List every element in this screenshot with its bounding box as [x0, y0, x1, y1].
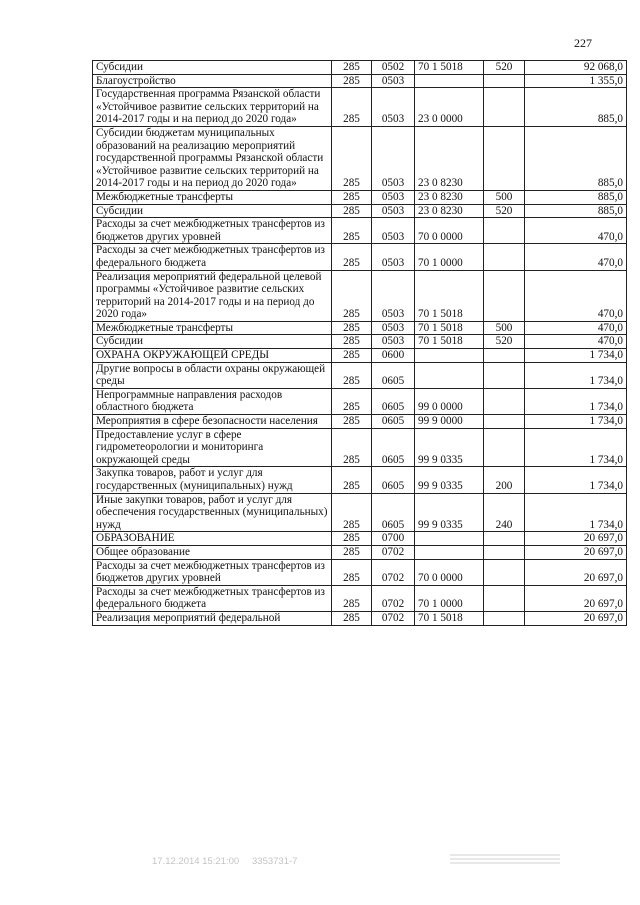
row-expense-type: 240 — [484, 493, 525, 532]
row-name: Субсидии — [93, 61, 332, 75]
row-expense-type — [484, 545, 525, 559]
table-row — [93, 335, 627, 349]
row-expense-type — [484, 388, 525, 414]
row-target-code: 23 0 8230 — [415, 126, 484, 190]
row-section-code: 0702 — [372, 611, 415, 625]
row-name: ОБРАЗОВАНИЕ — [93, 532, 332, 546]
row-amount: 20 697,0 — [525, 545, 627, 559]
table-row — [93, 349, 627, 363]
row-amount: 20 697,0 — [525, 585, 627, 611]
budget-table — [92, 60, 627, 626]
table-row — [93, 611, 627, 625]
table-row — [93, 388, 627, 414]
row-ved-code: 285 — [332, 428, 372, 467]
row-target-code: 70 1 5018 — [415, 611, 484, 625]
row-expense-type — [484, 559, 525, 585]
row-amount: 20 697,0 — [525, 611, 627, 625]
row-amount: 1 734,0 — [525, 428, 627, 467]
table-row — [93, 218, 627, 244]
table-row — [93, 270, 627, 321]
table-row — [93, 545, 627, 559]
footer-timestamp: 17.12.2014 15:21:00 — [152, 856, 240, 867]
row-amount: 1 734,0 — [525, 362, 627, 388]
table-row — [93, 493, 627, 532]
row-name: Непрограммные направления расходов областного бюджета — [93, 388, 332, 414]
table-row — [93, 467, 627, 493]
row-section-code: 0503 — [372, 74, 415, 88]
table-row — [93, 362, 627, 388]
row-amount: 470,0 — [525, 244, 627, 270]
row-ved-code: 285 — [332, 362, 372, 388]
row-name: Межбюджетные трансферты — [93, 321, 332, 335]
row-ved-code: 285 — [332, 74, 372, 88]
row-ved-code: 285 — [332, 244, 372, 270]
row-expense-type — [484, 415, 525, 429]
row-section-code: 0503 — [372, 218, 415, 244]
row-ved-code: 285 — [332, 218, 372, 244]
row-ved-code: 285 — [332, 88, 372, 127]
row-target-code: 23 0 0000 — [415, 88, 484, 127]
table-row — [93, 61, 627, 75]
row-expense-type — [484, 218, 525, 244]
row-expense-type — [484, 611, 525, 625]
row-amount: 92 068,0 — [525, 61, 627, 75]
row-target-code — [415, 74, 484, 88]
row-target-code: 70 1 0000 — [415, 585, 484, 611]
row-target-code — [415, 532, 484, 546]
row-section-code: 0503 — [372, 321, 415, 335]
row-expense-type — [484, 126, 525, 190]
row-target-code: 70 0 0000 — [415, 559, 484, 585]
row-section-code: 0503 — [372, 190, 415, 204]
row-section-code: 0702 — [372, 545, 415, 559]
table-row — [93, 126, 627, 190]
row-amount: 470,0 — [525, 218, 627, 244]
row-name: Субсидии бюджетам муниципальных образований на реализацию мероприятий государственной программы Рязанской области «Устойчивое развитие сельских территорий на 2014-2017 годы и на период до 2020 года» — [93, 126, 332, 190]
row-section-code: 0503 — [372, 126, 415, 190]
row-expense-type — [484, 270, 525, 321]
row-target-code: 70 1 5018 — [415, 270, 484, 321]
row-target-code: 70 1 0000 — [415, 244, 484, 270]
row-name: ОХРАНА ОКРУЖАЮЩЕЙ СРЕДЫ — [93, 349, 332, 363]
row-target-code: 99 9 0000 — [415, 415, 484, 429]
row-target-code: 99 0 0000 — [415, 388, 484, 414]
row-expense-type — [484, 532, 525, 546]
table-row — [93, 74, 627, 88]
row-name: Субсидии — [93, 335, 332, 349]
row-amount: 20 697,0 — [525, 559, 627, 585]
row-section-code: 0600 — [372, 349, 415, 363]
row-target-code: 23 0 8230 — [415, 190, 484, 204]
row-name: Благоустройство — [93, 74, 332, 88]
row-name: Межбюджетные трансферты — [93, 190, 332, 204]
row-name: Другие вопросы в области охраны окружающей среды — [93, 362, 332, 388]
row-section-code: 0605 — [372, 415, 415, 429]
row-section-code: 0605 — [372, 428, 415, 467]
row-target-code: 99 9 0335 — [415, 493, 484, 532]
table-row — [93, 532, 627, 546]
row-amount: 1 734,0 — [525, 467, 627, 493]
table-row — [93, 321, 627, 335]
row-name: Расходы за счет межбюджетных трансфертов из бюджетов других уровней — [93, 218, 332, 244]
row-ved-code: 285 — [332, 270, 372, 321]
row-section-code: 0702 — [372, 585, 415, 611]
row-ved-code: 285 — [332, 126, 372, 190]
row-name: Общее образование — [93, 545, 332, 559]
row-amount: 470,0 — [525, 335, 627, 349]
row-ved-code: 285 — [332, 190, 372, 204]
row-name: Мероприятия в сфере безопасности населения — [93, 415, 332, 429]
row-section-code: 0605 — [372, 362, 415, 388]
row-section-code: 0503 — [372, 88, 415, 127]
row-amount: 885,0 — [525, 88, 627, 127]
row-amount: 885,0 — [525, 204, 627, 218]
row-name: Государственная программа Рязанской области «Устойчивое развитие сельских территорий на 2014-2017 годы и на период до 2020 года» — [93, 88, 332, 127]
row-target-code — [415, 545, 484, 559]
row-section-code: 0503 — [372, 204, 415, 218]
row-expense-type — [484, 362, 525, 388]
row-expense-type — [484, 585, 525, 611]
row-amount: 885,0 — [525, 126, 627, 190]
table-row — [93, 88, 627, 127]
row-name: Расходы за счет межбюджетных трансфертов из бюджетов других уровней — [93, 559, 332, 585]
row-ved-code: 285 — [332, 532, 372, 546]
row-section-code: 0702 — [372, 559, 415, 585]
row-ved-code: 285 — [332, 545, 372, 559]
row-ved-code: 285 — [332, 585, 372, 611]
row-amount: 470,0 — [525, 270, 627, 321]
row-section-code: 0605 — [372, 388, 415, 414]
row-name: Закупка товаров, работ и услуг для государственных (муниципальных) нужд — [93, 467, 332, 493]
row-expense-type: 500 — [484, 321, 525, 335]
row-name: Реализация мероприятий федеральной целевой программы «Устойчивое развитие сельских территорий на 2014-2017 годы и на период до 2020 года» — [93, 270, 332, 321]
table-row — [93, 585, 627, 611]
row-amount: 1 734,0 — [525, 493, 627, 532]
row-name: Расходы за счет межбюджетных трансфертов из федерального бюджета — [93, 244, 332, 270]
row-expense-type: 520 — [484, 61, 525, 75]
row-amount: 1 734,0 — [525, 388, 627, 414]
table-row — [93, 244, 627, 270]
row-expense-type: 520 — [484, 204, 525, 218]
row-target-code: 70 0 0000 — [415, 218, 484, 244]
row-ved-code: 285 — [332, 61, 372, 75]
table-row — [93, 428, 627, 467]
row-ved-code: 285 — [332, 388, 372, 414]
row-amount: 1 355,0 — [525, 74, 627, 88]
row-target-code: 99 9 0335 — [415, 428, 484, 467]
row-ved-code: 285 — [332, 321, 372, 335]
row-section-code: 0503 — [372, 244, 415, 270]
row-target-code: 99 9 0335 — [415, 467, 484, 493]
table-row — [93, 559, 627, 585]
row-amount: 470,0 — [525, 321, 627, 335]
row-ved-code: 285 — [332, 335, 372, 349]
row-amount: 885,0 — [525, 190, 627, 204]
table-row — [93, 204, 627, 218]
table-row — [93, 190, 627, 204]
row-amount: 1 734,0 — [525, 349, 627, 363]
budget-table-body — [93, 61, 627, 626]
row-section-code: 0503 — [372, 270, 415, 321]
row-amount: 1 734,0 — [525, 415, 627, 429]
row-target-code — [415, 349, 484, 363]
row-expense-type — [484, 74, 525, 88]
row-target-code: 70 1 5018 — [415, 61, 484, 75]
row-name: Предоставление услуг в сфере гидрометеорологии и мониторинга окружающей среды — [93, 428, 332, 467]
row-target-code: 23 0 8230 — [415, 204, 484, 218]
row-expense-type — [484, 244, 525, 270]
row-name: Реализация мероприятий федеральной — [93, 611, 332, 625]
row-name: Расходы за счет межбюджетных трансфертов из федерального бюджета — [93, 585, 332, 611]
row-target-code: 70 1 5018 — [415, 335, 484, 349]
footer-document-id: 3353731-7 — [252, 856, 298, 867]
row-section-code: 0700 — [372, 532, 415, 546]
row-ved-code: 285 — [332, 467, 372, 493]
faint-stamp-icon — [450, 852, 560, 870]
row-section-code: 0605 — [372, 493, 415, 532]
row-target-code — [415, 362, 484, 388]
row-ved-code: 285 — [332, 559, 372, 585]
row-expense-type: 200 — [484, 467, 525, 493]
row-expense-type — [484, 88, 525, 127]
row-expense-type — [484, 349, 525, 363]
page-number: 227 — [574, 36, 592, 50]
row-name: Иные закупки товаров, работ и услуг для обеспечения государственных (муниципальных) нужд — [93, 493, 332, 532]
row-ved-code: 285 — [332, 349, 372, 363]
row-section-code: 0605 — [372, 467, 415, 493]
row-ved-code: 285 — [332, 204, 372, 218]
row-section-code: 0502 — [372, 61, 415, 75]
row-section-code: 0503 — [372, 335, 415, 349]
row-ved-code: 285 — [332, 415, 372, 429]
row-expense-type — [484, 428, 525, 467]
row-name: Субсидии — [93, 204, 332, 218]
row-target-code: 70 1 5018 — [415, 321, 484, 335]
row-ved-code: 285 — [332, 611, 372, 625]
row-ved-code: 285 — [332, 493, 372, 532]
row-expense-type: 520 — [484, 335, 525, 349]
row-amount: 20 697,0 — [525, 532, 627, 546]
table-row — [93, 415, 627, 429]
row-expense-type: 500 — [484, 190, 525, 204]
